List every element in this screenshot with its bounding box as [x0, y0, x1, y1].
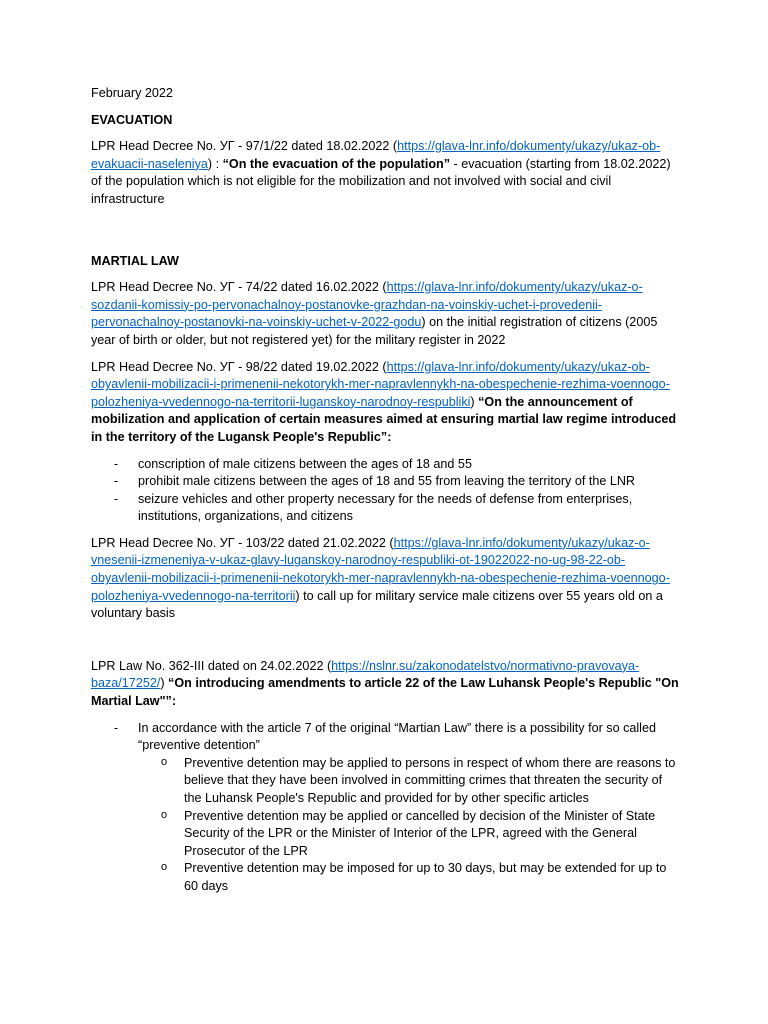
decree-103-paragraph: [91, 535, 681, 623]
decree-intro: LPR Head Decree No. УГ - 103/22 dated 21.02.2022 (: [91, 535, 394, 550]
decree-separator: ) :: [207, 156, 223, 171]
law-362-paragraph: [91, 658, 681, 711]
decree-intro: LPR Head Decree No. УГ - 74/22 dated 16.02.2022 (: [91, 280, 387, 295]
law-intro: LPR Law No. 362-III dated on 24.02.2022 (: [91, 658, 332, 673]
document-page: [91, 85, 681, 905]
decree-98-paragraph: [91, 359, 681, 447]
decree-intro: LPR Head Decree No. УГ - 97/1/22 dated 18.02.2022 (: [91, 139, 398, 154]
section-heading-martial-law: MARTIAL LAW: [91, 253, 179, 268]
law-362-list: [91, 720, 681, 896]
decree-separator: ): [470, 394, 479, 409]
decree-title: “On the evacuation of the population”: [222, 156, 451, 171]
list-item: - prohibit male citizens between the ages of 18 and 55 from leaving the territory of the LNR: [91, 473, 681, 491]
list-item: - seizure vehicles and other property necessary for the needs of defense from enterprises, institutions, organizations, and citizens: [91, 491, 681, 526]
law-separator: ): [160, 676, 169, 691]
list-item-text: In accordance with the article 7 of the original “Martian Law” there is a possibility for so called “preventive detention”: [138, 720, 656, 753]
evacuation-decree-link[interactable]: https://glava-lnr.info/dokumenty/ukazy/ukaz-ob-evakuacii-naseleniya: [91, 139, 661, 171]
sublist-item: o Preventive detention may be applied or cancelled by decision of the Minister of State Security of the LPR or the Minister of Interior of the LPR, agreed with the General Prosecutor of the LPR: [138, 808, 681, 861]
decree-description: - evacuation (starting from 18.02.2022) of the population which is not eligible for the mobilization and not involved with social and civil infrastructure: [91, 156, 671, 206]
decree-98-link[interactable]: https://glava-lnr.info/dokumenty/ukazy/ukaz-ob-obyavlenii-mobilizacii-i-primenenii-nekotorykh-mer-napravlennykh-na-obespechenie-rezhima-voennogo-polozheniya-vvedennogo-na-territorii-luganskoy-narodnoy-respubliki: [91, 359, 670, 409]
decree-74-link[interactable]: https://glava-lnr.info/dokumenty/ukazy/ukaz-o-sozdanii-komissiy-po-pervonachalnoy-postanovke-grazhdan-na-voinskiy-uchet-i-provedenii-pervonachalnoy-postanovki-na-voinskiy-uchet-v-2022-godu: [91, 280, 643, 330]
list-item: [91, 720, 681, 896]
sublist-item: o Preventive detention may be applied to persons in respect of whom there are reasons to believe that they have been involved in committing crimes that threaten the security of the Luhansk People's Republic and provided for by other specific articles: [138, 755, 681, 808]
decree-title-end: :: [387, 429, 392, 444]
sublist-item: o Preventive detention may be imposed for up to 30 days, but may be extended for up to 60 days: [138, 860, 681, 895]
decree-description: ) to call up for military service male citizens over 55 years old on a voluntary basis: [91, 588, 663, 621]
law-title-end: :: [171, 694, 177, 709]
section-heading-evacuation: EVACUATION: [91, 112, 173, 127]
law-362-link[interactable]: https://nslnr.su/zakonodatelstvo/normativno-pravovaya-baza/17252/: [91, 658, 640, 691]
decree-103-link[interactable]: https://glava-lnr.info/dokumenty/ukazy/ukaz-o-vnesenii-izmeneniya-v-ukaz-glavy-luganskoy-narodnoy-respubliki-ot-19022022-no-ug-98-22-ob-obyavlenii-mobilizacii-i-primenenii-nekotorykh-mer-napravlennykh-na-obespechenie-rezhima-voennogo-polozheniya-vvedennogo-na-territorii: [91, 535, 670, 603]
decree-98-measures-list: [91, 456, 681, 526]
evacuation-decree-paragraph: [91, 138, 681, 208]
law-title: “On introducing amendments to article 22 of the Law Luhansk People's Republic "On Martial Law"”: [91, 676, 679, 709]
list-item: - conscription of male citizens between the ages of 18 and 55: [91, 456, 681, 474]
decree-intro: LPR Head Decree No. УГ - 98/22 dated 19.02.2022 (: [91, 359, 387, 374]
decree-description: ) on the initial registration of citizens (2005 year of birth or older, but not registered yet) for the military register in 2022: [91, 315, 658, 347]
decree-74-paragraph: [91, 279, 681, 349]
decree-title: “On the announcement of mobilization and application of certain measures aimed at ensuring martial law regime introduced in the territory of the Lugansk People's Republic”: [91, 394, 677, 444]
date-heading: February 2022: [91, 86, 173, 100]
preventive-detention-sublist: [138, 755, 681, 896]
